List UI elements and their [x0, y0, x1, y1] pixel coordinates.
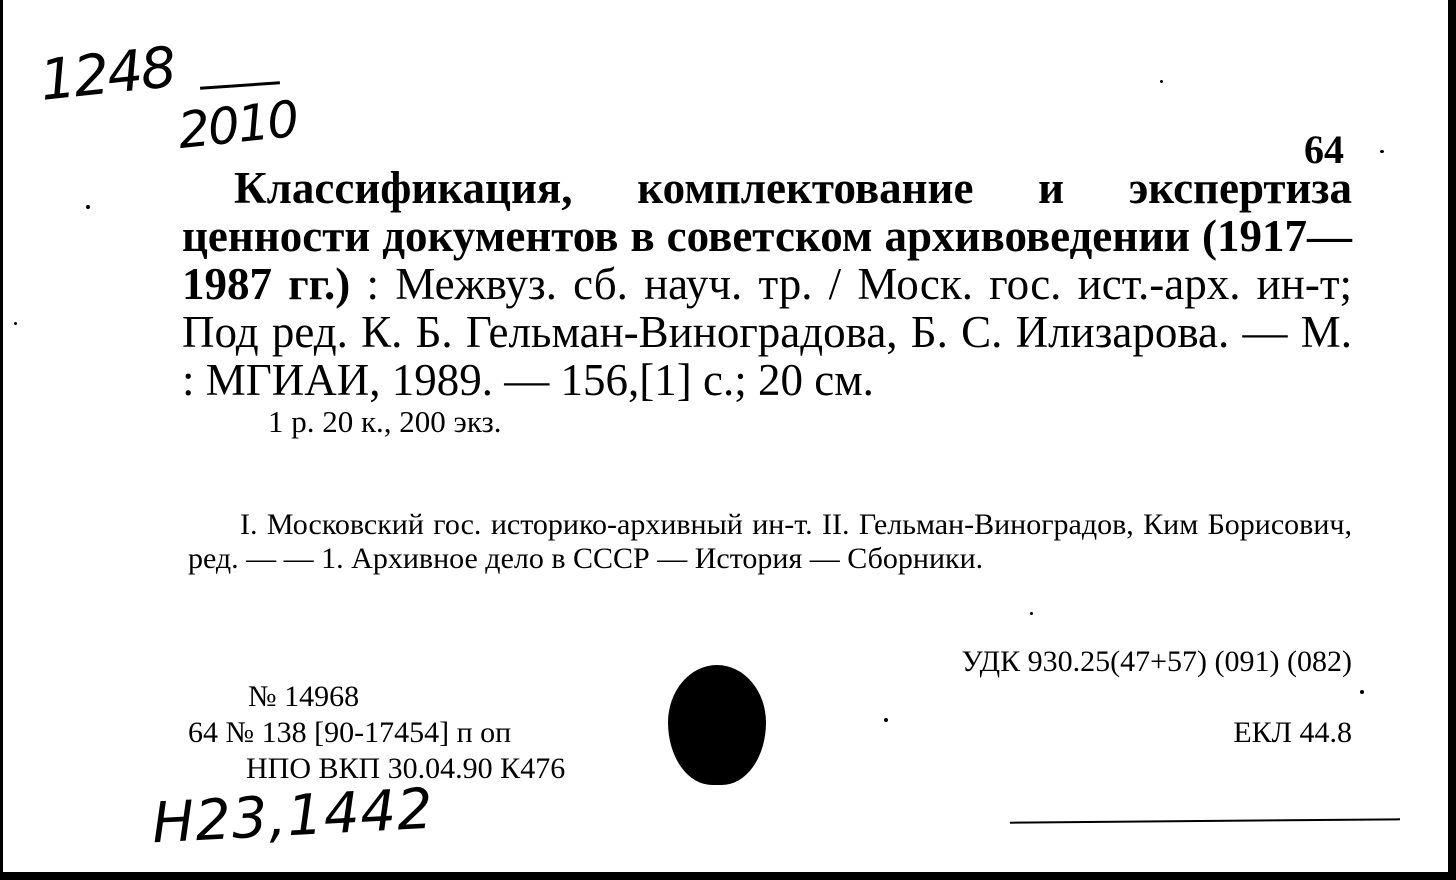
bottom-rule-line: [1010, 818, 1400, 823]
card-bottom-border: [0, 872, 1456, 880]
handwritten-year: 2010: [175, 89, 300, 161]
scan-speck: [1380, 150, 1384, 153]
card-right-border: [1448, 0, 1456, 880]
subject-tracings: I. Московский гос. историко-архивный ин-т. II. Гельман-Виноградов, Ким Борисович, ред. — — 1. Архивное дело в СССР — История — Сборники.: [188, 508, 1352, 575]
price-and-print-run: 1 р. 20 к., 200 экз.: [268, 404, 502, 439]
handwritten-fraction-line: [200, 81, 280, 90]
udk-classification: УДК 930.25(47+57) (091) (082): [961, 645, 1352, 678]
card-left-border: [0, 0, 3, 880]
print-order-line: 64 № 138 [90-17454] п оп: [188, 716, 512, 749]
scan-speck: [86, 205, 90, 209]
handwritten-accession-number: 1248: [36, 35, 178, 114]
entry-title: Классификация, комплектование и экспертиза ценности документов в советском архивоведении (1917—1987 гг.): [182, 163, 1352, 309]
scan-speck: [1030, 612, 1033, 615]
card-number: 64: [1304, 127, 1344, 172]
printer-line: НПО ВКП 30.04.90 К476: [246, 752, 566, 785]
handwritten-shelf-mark: H23,1442: [150, 776, 436, 857]
bibliographic-entry: [182, 164, 1352, 404]
scan-speck: [1160, 80, 1163, 83]
card-serial-number: № 14968: [248, 680, 360, 713]
scan-speck: [14, 322, 17, 325]
scan-speck: [884, 718, 888, 722]
punch-hole: [668, 665, 766, 785]
entry-description: : Межвуз. сб. науч. тр. / Моск. гос. ист.-арх. ин-т; Под ред. К. Б. Гельман-Виноградова, Б. С. Илизарова. — М. : МГИАИ, 1989. — 156,[1] с.; 20 см.: [182, 259, 1352, 405]
scan-speck: [1360, 690, 1364, 694]
ekl-classification: ЕКЛ 44.8: [1233, 716, 1352, 749]
